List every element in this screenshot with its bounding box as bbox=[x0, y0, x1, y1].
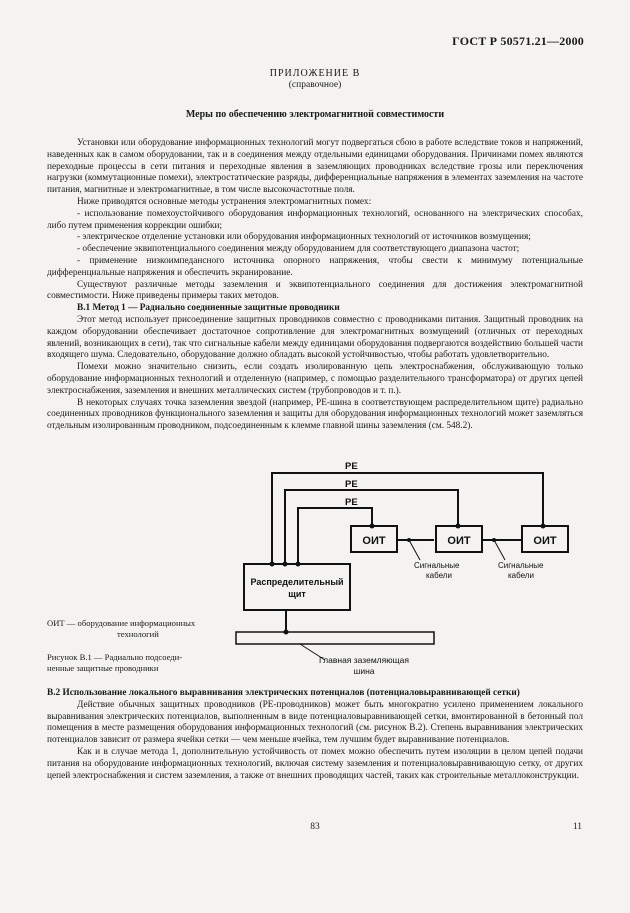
caption-line-1: Рисунок В.1 — Радиально подсоеди- bbox=[47, 652, 183, 662]
body-text-2 bbox=[47, 688, 583, 782]
legend-line-1: ОИТ — оборудование информационных bbox=[47, 618, 196, 628]
paragraph: Как и в случае метода 1, дополнительную устойчивость от помех можно обеспечить путем изоляции в целом цепей подачи питания на оборудование информационных технологий, включая систему заземления и потенциаловыравнивающую сетку, от других цепей электроснабжения и систем заземления, а также от внешних проводящих частей, таких как строительные металлоконструкции. bbox=[47, 746, 583, 781]
pe-label-2: PE bbox=[345, 479, 358, 490]
node-dot bbox=[370, 524, 375, 529]
legend-line-2: технологий bbox=[117, 629, 159, 639]
cable-leader-1 bbox=[409, 540, 420, 560]
node-dot bbox=[456, 524, 461, 529]
figure-caption bbox=[47, 652, 182, 674]
cable-leader-2 bbox=[494, 540, 505, 560]
paragraph: Существуют различные методы заземления и эквипотенциального соединения для достижения электромагнитной совместимости. Ниже приведены примеры таких методов. bbox=[47, 279, 583, 302]
cable-label-1a: Сигнальные bbox=[414, 561, 460, 570]
oit-label-1: ОИТ bbox=[362, 535, 386, 547]
paragraph: Установки или оборудование информационных технологий могут подвергаться сбою в работе вследствие токов и напряжений, наведенных как в самом оборудовании, так и в соединения между отдельными единицами оборудования. Причинами помех являются переходные процессы в сети питания и переходные явления в заземляющих проводниках вследствие грозы или переключения нагрузки (коммутационные помехи), электростатические разряды, дифференциальные напряжения в элементах заземления на частоте питания, магнитные и электромагнитные, в том числе высокочастотные поля. bbox=[47, 138, 583, 196]
node-dot bbox=[296, 562, 301, 567]
node-dot bbox=[283, 562, 288, 567]
paragraph: Ниже приводятся основные методы устранения электромагнитных помех: bbox=[77, 196, 372, 207]
node-dot bbox=[541, 524, 546, 529]
cable-label-2b: кабели bbox=[508, 571, 534, 580]
sheet-number: 11 bbox=[572, 822, 582, 832]
document-code: ГОСТ Р 50571.21—2000 bbox=[452, 34, 584, 48]
main-bus-bar bbox=[236, 632, 434, 644]
oit-label-3: ОИТ bbox=[533, 535, 557, 547]
paragraph: Этот метод использует присоединение защитных проводников совместно с проводниками питания. Защитный проводник на каждом оборудовании обеспечивает достаточное сопротивление для электромагнитных возмущений (отличных от переходных явлений, возникающих в сети), так что сигнальные кабели между единицами оборудования подвергаются воздействию большей части входящего шума. Следовательно, оборудование должно обладать высокой устойчивостью, чтобы работать удовлетворительно. bbox=[47, 314, 583, 361]
paragraph: - электрическое отделение установки или оборудования информационных технологий от источников возмущения; bbox=[77, 232, 531, 243]
distribution-board-label-2: щит bbox=[288, 589, 306, 599]
cable-label-1b: кабели bbox=[426, 571, 452, 580]
appendix-subtitle: (справочное) bbox=[288, 80, 342, 90]
distribution-board-label-1: Распределительный bbox=[250, 577, 344, 587]
page-number: 83 bbox=[310, 822, 320, 832]
paragraph: - использование помехоустойчивого оборудования информационных технологий, основанного на электрических способах, либо путем применения коррекции ошибки; bbox=[47, 208, 583, 231]
oit-label-2: ОИТ bbox=[447, 535, 471, 547]
paragraph: - обеспечение эквипотенциального соединения между оборудованием для соответствующего диапазона частот; bbox=[77, 244, 520, 255]
section-title: Меры по обеспечению электромагнитной совместимости bbox=[185, 109, 445, 120]
main-bus-label-2: шина bbox=[353, 666, 375, 676]
node-dot bbox=[284, 630, 289, 635]
pe-line-1 bbox=[272, 473, 543, 564]
paragraph: В.1 Метод 1 — Радиально соединенные защитные проводники bbox=[77, 303, 340, 314]
figure-legend bbox=[47, 618, 195, 640]
paragraph: Помехи можно значительно снизить, если создать изолированную цепь электроснабжения, обслуживающую только оборудование информационных технологий и отделенную (например, с помощью разделительного трансформатора) от других цепей электроснабжения, заземления и внешних металлических систем (трубопроводов и т. п.). bbox=[47, 362, 583, 396]
paragraph: Действие обычных защитных проводников (PE-проводников) может быть многократно усилено применением локального выравнивания электрических потенциалов, выполненным в виде потенциаловыравнивающей сетки, вмонтированной в бетонный пол помещения в месте размещения оборудования информационных технологий (см. рисунок В.2). Степень выравнивания электрических потенциалов зависит от размера ячейки сетки — чем меньше ячейка, тем лучшим будет выравнивание потенциалов. bbox=[47, 699, 583, 746]
appendix-title: ПРИЛОЖЕНИЕ В bbox=[269, 68, 361, 79]
paragraph: В.2 Использование локального выравнивания электрических потенциалов (потенциаловыравнивающей сетки) bbox=[47, 688, 520, 698]
paragraph: - применение низкоимпедансного источника опорного напряжения, чтобы свести к минимуму потенциальные дифференциальные напряжения и обеспечить экранирование. bbox=[47, 255, 583, 278]
node-dot bbox=[270, 562, 275, 567]
caption-line-2: ненные защитные проводники bbox=[47, 663, 159, 673]
pe-label-1: PE bbox=[345, 461, 358, 472]
main-bus-label-1: Главная заземляющая bbox=[319, 655, 409, 665]
distribution-board-box bbox=[244, 564, 350, 610]
pe-label-3: PE bbox=[345, 497, 358, 508]
cable-label-2a: Сигнальные bbox=[498, 561, 544, 570]
paragraph: В некоторых случаях точка заземления звездой (например, PE-шина в соответствующем распределительном щите) радиально соединенных проводников функционального заземления и защиты для оборудования информационных технологий может заземляться отдельным изолированным проводником, подсоединенным к клемме главной шины заземления (см. 548.2). bbox=[47, 397, 583, 432]
